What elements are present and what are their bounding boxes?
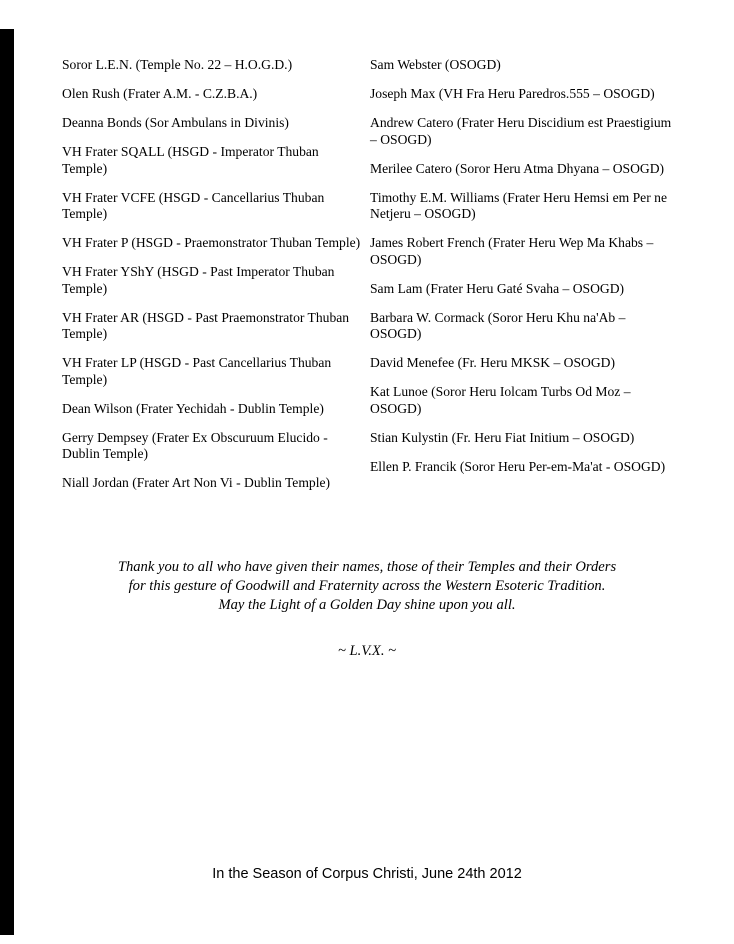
signatory-entry: Sam Lam (Frater Heru Gaté Svaha – OSOGD)	[370, 280, 625, 296]
signatory-entry: Joseph Max (VH Fra Heru Paredros.555 – OSOGD)	[370, 86, 655, 101]
signatory-entry: VH Frater AR (HSGD - Past Praemonstrator Thuban Temple)	[62, 309, 350, 341]
signatory-entry: Ellen P. Francik (Soror Heru Per-em-Ma'at - OSOGD)	[370, 458, 666, 474]
signatory-entry: James Robert French (Frater Heru Wep Ma Khabs – OSOGD)	[370, 235, 654, 267]
signatory-entry: Deanna Bonds (Sor Ambulans in Divinis)	[62, 115, 289, 130]
signatory-entry: Soror L.E.N. (Temple No. 22 – H.O.G.D.)	[62, 57, 293, 72]
signatory-entry: VH Frater LP (HSGD - Past Cancellarius Thuban Temple)	[62, 355, 332, 387]
signatory-entry: Kat Lunoe (Soror Heru Iolcam Turbs Od Moz – OSOGD)	[370, 384, 631, 416]
thank-you-message	[0, 558, 734, 615]
footer-date-line: In the Season of Corpus Christi, June 24th 2012	[212, 866, 522, 882]
signatory-entry: VH Frater YShY (HSGD - Past Imperator Thuban Temple)	[62, 264, 335, 296]
message-line: Thank you to all who have given their names, those of their Temples and their Orders	[117, 559, 617, 575]
signatory-entry: Dean Wilson (Frater Yechidah - Dublin Temple)	[62, 400, 324, 416]
signatory-entry: Sam Webster (OSOGD)	[370, 57, 501, 72]
signatory-entry: Niall Jordan (Frater Art Non Vi - Dublin Temple)	[62, 475, 331, 490]
signatory-entry: Timothy E.M. Williams (Frater Heru Hemsi em Per ne Netjeru – OSOGD)	[370, 189, 667, 221]
signatories-left-column	[62, 57, 362, 504]
signatories-right-column	[370, 57, 675, 504]
signatory-entry: VH Frater VCFE (HSGD - Cancellarius Thuban Temple)	[62, 189, 325, 221]
signatory-entry: Andrew Catero (Frater Heru Discidium est Praestigium – OSOGD)	[370, 115, 672, 147]
signatory-entry: VH Frater P (HSGD - Praemonstrator Thuban Temple)	[62, 235, 361, 250]
page-edge-scan-bar	[0, 29, 14, 935]
signatory-entry: Barbara W. Cormack (Soror Heru Khu na'Ab – OSOGD)	[370, 309, 626, 341]
message-line: May the Light of a Golden Day shine upon you all.	[218, 597, 516, 613]
signatories-columns	[62, 57, 675, 504]
signatory-entry: Gerry Dempsey (Frater Ex Obscuruum Elucido - Dublin Temple)	[62, 429, 328, 461]
signatory-entry: Merilee Catero (Soror Heru Atma Dhyana – OSOGD)	[370, 160, 665, 176]
signatory-entry: Stian Kulystin (Fr. Heru Fiat Initium – OSOGD)	[370, 429, 635, 445]
signatory-entry: VH Frater SQALL (HSGD - Imperator Thuban Temple)	[62, 144, 319, 176]
valediction: ~ L.V.X. ~	[337, 643, 397, 659]
signatory-entry: David Menefee (Fr. Heru MKSK – OSOGD)	[370, 355, 616, 370]
message-line: for this gesture of Goodwill and Fraternity across the Western Esoteric Tradition.	[128, 578, 606, 594]
signatory-entry: Olen Rush (Frater A.M. - C.Z.B.A.)	[62, 86, 258, 101]
